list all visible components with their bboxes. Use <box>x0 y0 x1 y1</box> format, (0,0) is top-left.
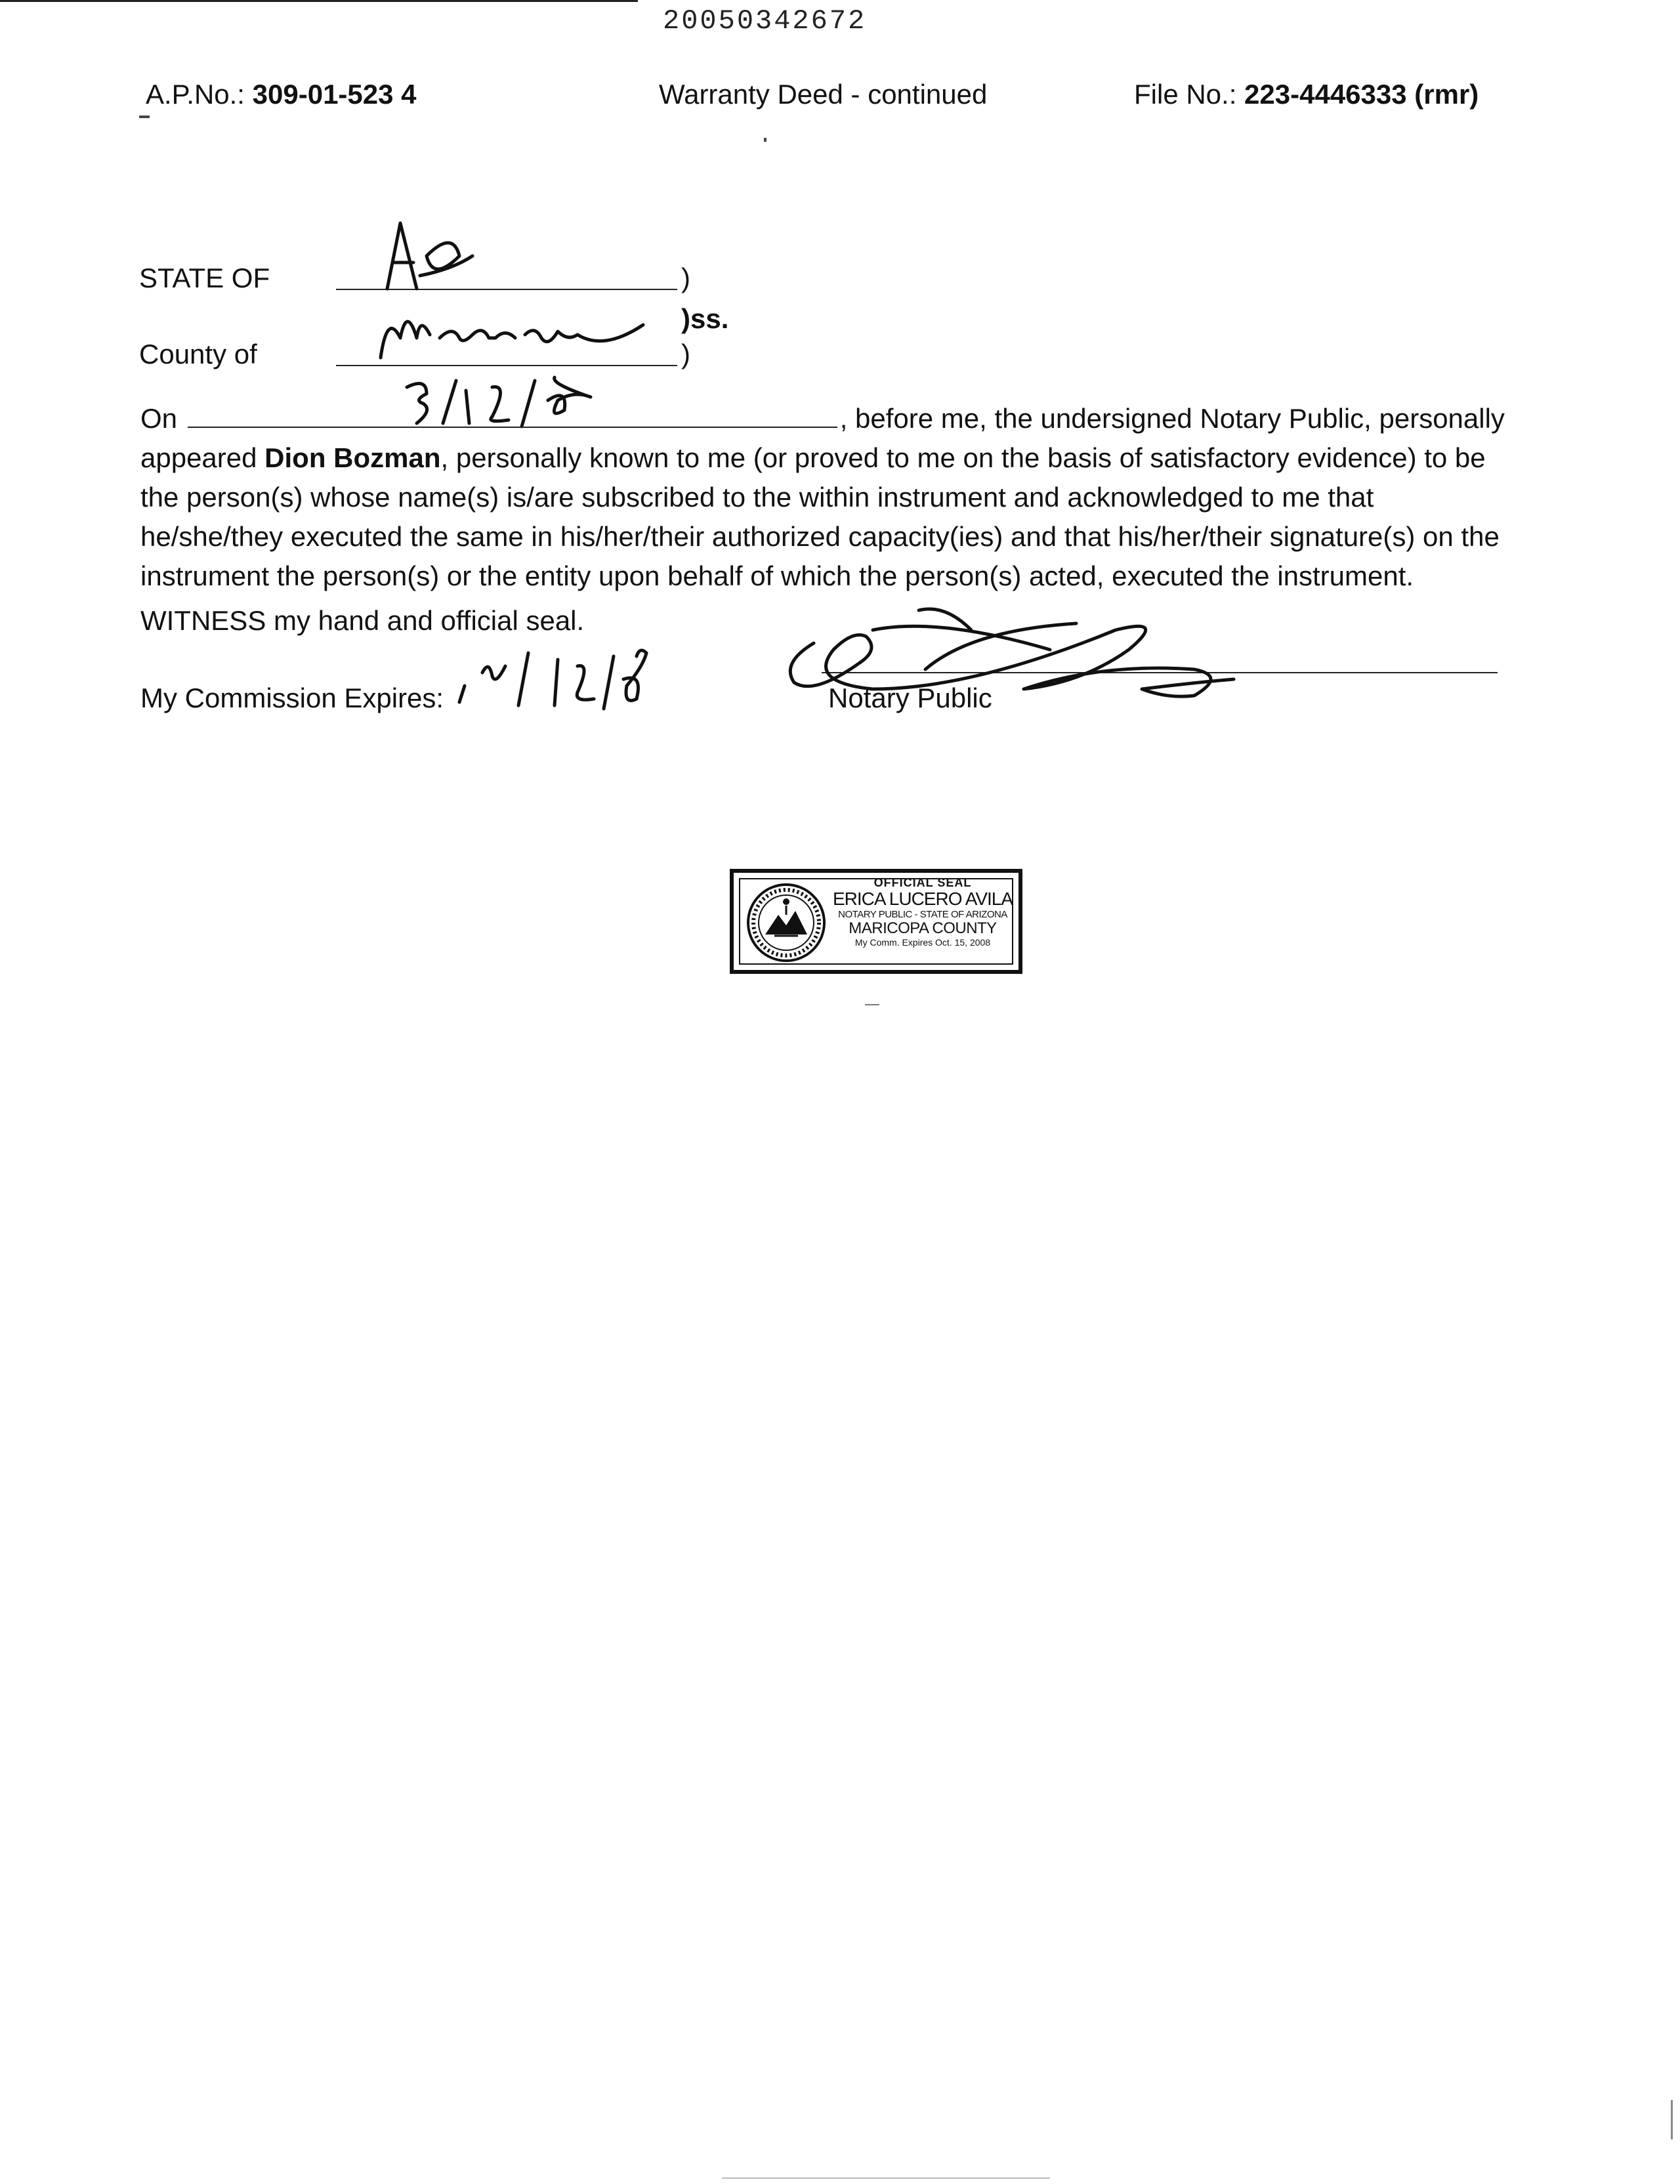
arizona-state-seal-icon <box>746 882 827 963</box>
acknowledgment-paragraph <box>140 399 1512 596</box>
seal-line-title: NOTARY PUBLIC - STATE OF ARIZONA <box>838 909 1007 920</box>
handwritten-county <box>368 299 669 371</box>
file-value: 223-4446333 (rmr) <box>1244 79 1479 110</box>
notary-signature <box>774 591 1247 709</box>
top-border-line <box>0 0 638 2</box>
seal-line-county: MARICOPA COUNTY <box>849 919 997 937</box>
state-label: STATE OF <box>139 262 270 293</box>
on-label: On <box>140 403 178 434</box>
document-title: Warranty Deed - continued <box>659 79 988 110</box>
ack-text-after-name: , personally known to me (or proved to me on the basis of satisfactory evidence) to be the person(s) whose name(s) is/are subscribed to the within instrument and acknowledged to me that he/she/they executed the same in his/her/their authorized capacity(ies) and that his/her/their signature(s) on the instrument the person(s) or the entity upon behalf of which the person(s) acted, executed the instrument. <box>140 442 1500 591</box>
handwritten-commission-date <box>446 640 663 719</box>
seal-text-block <box>831 877 1015 947</box>
scan-speck <box>865 1004 879 1005</box>
scan-speck <box>139 116 150 118</box>
apn-value: 309-01-523 4 <box>252 79 417 110</box>
county-label: County of <box>139 339 257 369</box>
scan-edge-mark <box>1671 2100 1673 2139</box>
handwritten-state <box>354 217 486 295</box>
official-seal-stamp <box>730 869 1022 974</box>
file-number-field <box>1134 79 1479 110</box>
seal-line-name: ERICA LUCERO AVILA <box>832 889 1013 909</box>
scan-speck <box>764 138 766 142</box>
scan-bottom-mark <box>722 2177 1050 2179</box>
signer-name: Dion Bozman <box>264 442 441 473</box>
notary-label: Notary Public <box>828 682 992 713</box>
witness-statement: WITNESS my hand and official seal. <box>140 605 585 636</box>
commission-label: My Commission Expires: <box>140 682 444 713</box>
apn-field <box>146 79 417 110</box>
ss-mark: )ss. <box>681 303 729 334</box>
file-label: File No.: <box>1134 79 1237 110</box>
date-line <box>188 400 837 428</box>
seal-line-official: OFFICIAL SEAL <box>873 876 972 889</box>
paren-1: ) <box>681 262 690 293</box>
ack-text-before-name: , before me, the undersigned Notary Public, personally appeared <box>140 403 1505 473</box>
apn-label: A.P.No.: <box>146 79 245 110</box>
recording-number: 20050342672 <box>663 5 867 37</box>
seal-line-expiry: My Comm. Expires Oct. 15, 2008 <box>854 937 991 948</box>
paren-2: ) <box>681 339 690 369</box>
